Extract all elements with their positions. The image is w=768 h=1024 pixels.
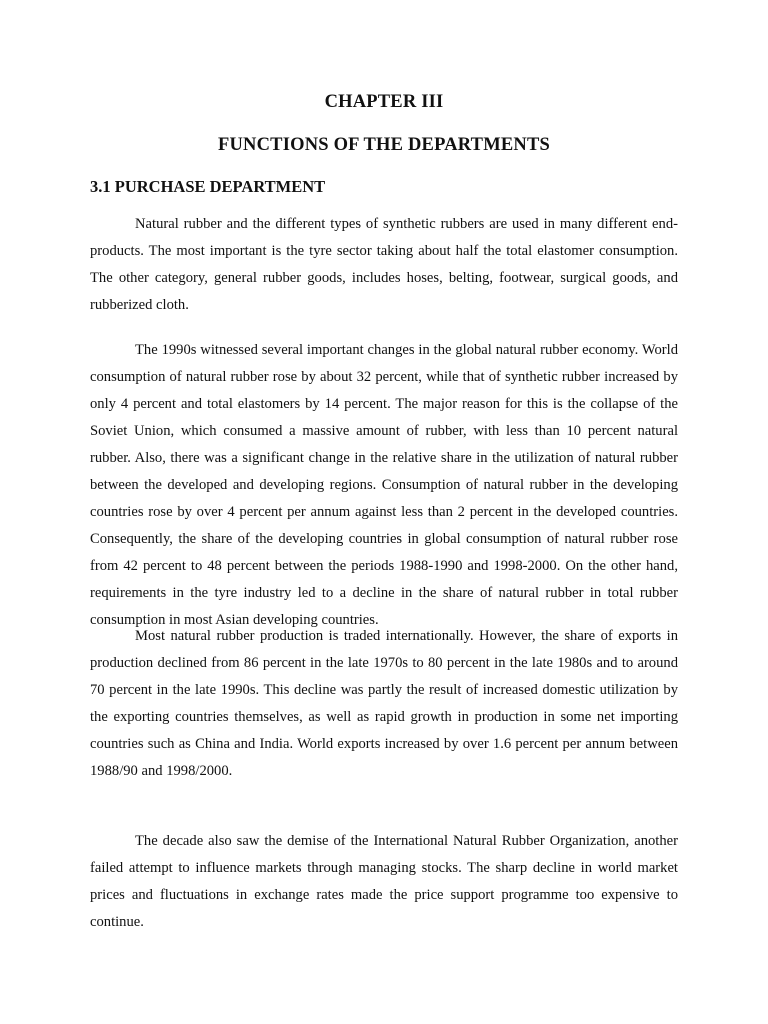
paragraph-1: Natural rubber and the different types of synthetic rubbers are used in many different end-products. The most important is the tyre sector taking about half the total elastomer consumption. The other category, general rubber goods, includes hoses, belting, footwear, surgical goods, and rubberized cloth. <box>90 216 678 313</box>
paragraph-3: Most natural rubber production is traded internationally. However, the share of exports in production declined from 86 percent in the late 1970s to 80 percent in the late 1980s and to around 70 percent in the late 1990s. This decline was partly the result of increased domestic utilization by the exporting countries themselves, as well as rapid growth in production in some net importing countries such as China and India. World exports increased by over 1.6 percent per annum between 1988/90 and 1998/2000. <box>90 628 678 779</box>
chapter-label: CHAPTER III <box>324 92 444 112</box>
chapter-title: FUNCTIONS OF THE DEPARTMENTS <box>218 135 550 155</box>
paragraph-4: The decade also saw the demise of the International Natural Rubber Organization, another failed attempt to influence markets through managing stocks. The sharp decline in world market prices and fluctuations in exchange rates made the price support programme too expensive to continue. <box>90 833 678 930</box>
paragraph-2: The 1990s witnessed several important changes in the global natural rubber economy. World consumption of natural rubber rose by about 32 percent, while that of synthetic rubber increased by only 4 percent and total elastomers by 14 percent. The major reason for this is the collapse of the Soviet Union, which consumed a massive amount of rubber, with less than 10 percent natural rubber. Also, there was a significant change in the relative share in the utilization of natural rubber between the developed and developing regions. Consumption of natural rubber in the developing countries rose by over 4 percent per annum against less than 2 percent in the developed countries. Consequently, the share of the developing countries in global consumption of natural rubber rose from 42 percent to 48 percent between the periods 1988-1990 and 1998-2000. On the other hand, requirements in the tyre industry led to a decline in the share of natural rubber in total rubber consumption in most Asian developing countries. <box>90 342 678 628</box>
section-heading: 3.1 PURCHASE DEPARTMENT <box>90 177 326 196</box>
